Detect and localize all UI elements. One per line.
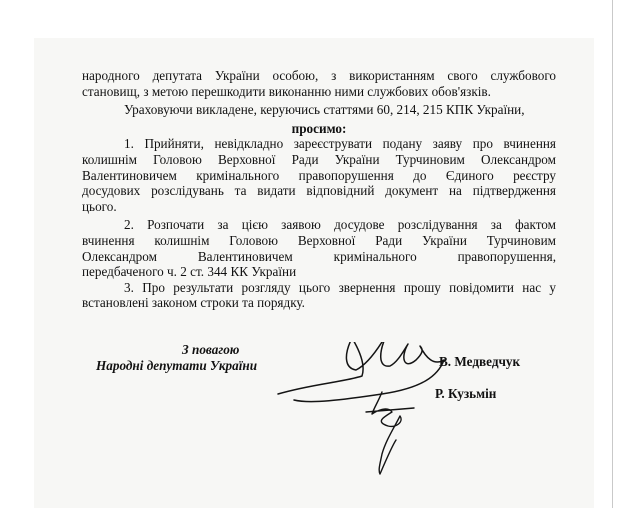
- text-line: Валентиновичем кримінального правопорушення до Єдиного реєстру: [82, 167, 556, 183]
- text-line: вчинення колишнім Головою Верховної Ради України Турчиновим: [82, 232, 556, 248]
- text-line: колишнім Головою Верховної Ради України Турчиновим Олександром: [82, 151, 556, 167]
- closing-respect: З повагою: [182, 342, 240, 357]
- text-line: Олександром Валентиновичем кримінального правопорушення,: [82, 248, 556, 264]
- text-line: народного депутата України особою, з використанням свого службового: [82, 68, 556, 83]
- signer-name-1: В. Медведчук: [439, 354, 521, 369]
- signer-name-2: Р. Кузьмін: [435, 386, 497, 401]
- text-line: становищ, з метою перешкодити виконанню ними службових обов'язків.: [82, 83, 491, 99]
- text-line: Ураховуючи викладене, керуючись статтями 60, 214, 215 КПК України,: [124, 102, 525, 118]
- closing-block: [82, 342, 562, 502]
- request-heading: просимо:: [291, 120, 347, 136]
- closing-deputies: Народні депутати України: [96, 358, 258, 373]
- text-line: передбаченого ч. 2 ст. 344 КК України: [82, 264, 297, 280]
- page-border: [612, 0, 613, 508]
- text-line: 3. Про результати розгляду цього звернення прошу повідомити нас у: [124, 279, 556, 295]
- text-line: цього.: [82, 198, 117, 214]
- signature-kuzmin: [366, 392, 414, 474]
- text-line: встановлені законом строки та порядку.: [82, 295, 305, 311]
- letter-body: [82, 68, 556, 311]
- text-line: 1. Прийняти, невідкладно зареєструвати подану заяву про вчинення: [124, 136, 556, 152]
- signature-medvedchuk: [278, 342, 444, 402]
- text-line: досудових розслідувань та видати відповідний документ на підтвердження: [82, 183, 556, 199]
- text-line: 2. Розпочати за цією заявою досудове розслідування за фактом: [124, 217, 556, 233]
